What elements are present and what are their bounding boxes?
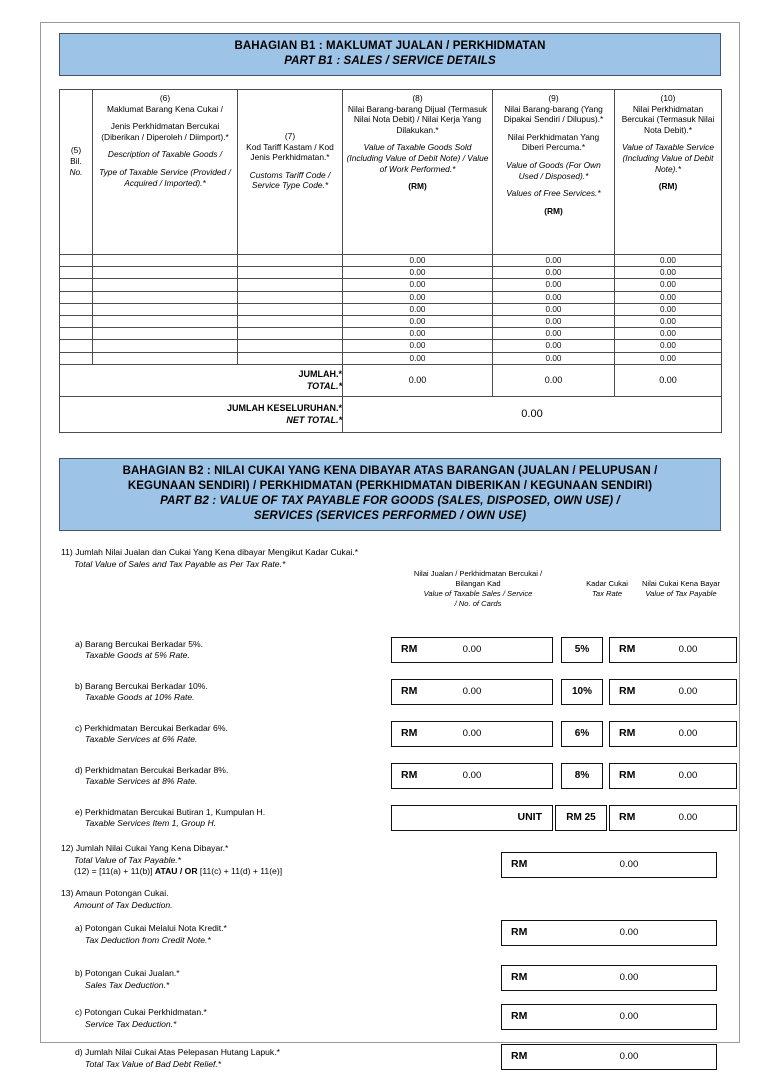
b2-rate-en: Tax Rate xyxy=(591,589,623,598)
row-cell-tariff-code[interactable] xyxy=(238,267,343,279)
q12-currency: RM xyxy=(511,858,528,870)
tax-rate-row-b xyxy=(61,679,721,708)
tax-deduction-label-ms-c: c) Potongan Cukai Perkhidmatan.* xyxy=(75,1007,207,1017)
b2-value-ms1: Nilai Jualan / Perkhidmatan Bercukai / xyxy=(413,569,543,578)
row-cell-bil[interactable] xyxy=(60,255,93,267)
q13-en: Amount of Tax Deduction. xyxy=(74,899,173,910)
col-6-label-ms1: Maklumat Barang Kena Cukai / xyxy=(107,103,223,114)
b2-tax-ms: Nilai Cukai Kena Bayar xyxy=(641,579,721,588)
row-cell-bil[interactable] xyxy=(60,303,93,315)
tax-deduction-input-d[interactable] xyxy=(501,1044,717,1070)
tax-deduction-label-ms-a: a) Potongan Cukai Melalui Nota Kredit.* xyxy=(75,923,227,933)
col-9-unit: (RM) xyxy=(544,205,563,216)
q13-ms: Amaun Potongan Cukai. xyxy=(75,888,169,898)
col-8-label-ms: Nilai Barang-barang Dijual (Termasuk Nilai Nota Debit) / Nilai Kerja Yang Dilakukan.* xyxy=(347,103,488,135)
row-cell-value-col10[interactable]: 0.00 xyxy=(615,352,722,364)
col-8-label-en: Value of Taxable Goods Sold (Including Value of Debit Note) / Value of Work Performed.* xyxy=(346,142,489,174)
tax-deduction-input-c[interactable] xyxy=(501,1004,717,1030)
tax-deduction-label-c xyxy=(75,1007,505,1030)
form-page xyxy=(40,22,740,1069)
tax-payable-value-d: 0.00 xyxy=(678,770,698,781)
row-cell-tariff-code[interactable] xyxy=(238,340,343,352)
tax-rate-value-c[interactable] xyxy=(561,721,603,747)
tax-rate-text-a: 5% xyxy=(574,644,590,655)
tax-rate-text-d: 8% xyxy=(574,770,590,781)
col-7-label-en: Customs Tariff Code / Service Type Code.* xyxy=(249,169,331,191)
tax-rate-row-d xyxy=(61,763,721,792)
section-b2-title-en-line2: SERVICES (SERVICES PERFORMED / OWN USE) xyxy=(253,510,527,522)
row-cell-value-col8[interactable]: 0.00 xyxy=(343,267,493,279)
tax-rate-label-ms-b: b) Barang Bercukai Berkadar 10%. xyxy=(75,681,208,691)
row-cell-value-col8[interactable]: 0.00 xyxy=(343,352,493,364)
tax-payable-currency-a: RM xyxy=(619,643,636,655)
row-cell-description[interactable] xyxy=(93,315,238,327)
row-cell-description[interactable] xyxy=(93,340,238,352)
table-row[interactable] xyxy=(60,303,722,315)
q12-text xyxy=(61,843,491,878)
tax-deduction-currency-a: RM xyxy=(511,926,528,938)
tax-rate-value-e[interactable] xyxy=(555,805,607,831)
tax-deduction-label-b xyxy=(75,968,505,991)
taxable-amount-value-e: UNIT xyxy=(517,811,542,823)
col-10-number: (10) xyxy=(660,93,676,103)
tax-deduction-currency-d: RM xyxy=(511,1050,528,1062)
q11-number: 11) xyxy=(61,547,73,557)
tax-deduction-input-b[interactable] xyxy=(501,965,717,991)
row-cell-tariff-code[interactable] xyxy=(238,255,343,267)
row-cell-value-col8[interactable]: 0.00 xyxy=(343,279,493,291)
tax-deduction-label-en-b: Sales Tax Deduction.* xyxy=(85,979,170,990)
row-cell-value-col9[interactable]: 0.00 xyxy=(493,291,615,303)
tax-payable-value-e: 0.00 xyxy=(678,812,698,823)
row-cell-description[interactable] xyxy=(93,255,238,267)
taxable-amount-value-c: 0.00 xyxy=(462,728,482,739)
table-header-row xyxy=(60,90,722,255)
taxable-amount-input-e[interactable] xyxy=(391,805,553,831)
q13-number: 13) xyxy=(61,888,74,898)
col-10-label-ms: Nilai Perkhidmatan Bercukai (Termasuk Nilai Nota Debit).* xyxy=(621,103,715,135)
total-label-cell xyxy=(60,364,343,396)
col-header-tariff-code xyxy=(238,90,343,255)
total-value-col8: 0.00 xyxy=(343,364,493,396)
col-7-label-ms: Kod Tariff Kastam / Kod Jenis Perkhidmatan.* xyxy=(246,141,334,163)
taxable-amount-input-d[interactable] xyxy=(391,763,553,789)
tax-rate-text-c: 6% xyxy=(574,728,590,739)
tax-deduction-value-c: 0.00 xyxy=(619,1011,639,1022)
tax-rate-label-b xyxy=(75,681,418,704)
tax-rate-label-ms-d: d) Perkhidmatan Bercukai Berkadar 8%. xyxy=(75,765,229,775)
tax-deduction-value-a: 0.00 xyxy=(619,927,639,938)
table-row[interactable] xyxy=(60,315,722,327)
tax-deduction-label-en-c: Service Tax Deduction.* xyxy=(85,1018,177,1029)
tax-rate-text-b: 10% xyxy=(571,686,592,697)
total-value-col10: 0.00 xyxy=(615,364,722,396)
row-cell-value-col8[interactable]: 0.00 xyxy=(343,255,493,267)
tax-payable-value-a: 0.00 xyxy=(678,644,698,655)
tax-rate-row-c xyxy=(61,721,721,750)
row-cell-description[interactable] xyxy=(93,291,238,303)
q12-number: 12) xyxy=(61,843,74,853)
tax-deduction-currency-c: RM xyxy=(511,1010,528,1022)
tax-rate-label-en-c: Taxable Services at 6% Rate. xyxy=(85,734,198,745)
row-cell-value-col10[interactable]: 0.00 xyxy=(615,267,722,279)
row-cell-value-col10[interactable]: 0.00 xyxy=(615,340,722,352)
row-cell-value-col8[interactable]: 0.00 xyxy=(343,291,493,303)
q11-text-en: Total Value of Sales and Tax Payable as Per Tax Rate.* xyxy=(74,558,286,569)
col-5-label-en: No. xyxy=(69,167,83,177)
row-cell-value-col10[interactable]: 0.00 xyxy=(615,255,722,267)
table-row[interactable] xyxy=(60,291,722,303)
tax-rate-row-a xyxy=(61,637,721,666)
tax-rate-label-ms-c: c) Perkhidmatan Bercukai Berkadar 6%. xyxy=(75,723,228,733)
total-label-en: TOTAL.* xyxy=(306,381,342,392)
row-cell-bil[interactable] xyxy=(60,352,93,364)
net-total-label-en: NET TOTAL.* xyxy=(286,415,342,426)
tax-rate-label-ms-e: e) Perkhidmatan Bercukai Butiran 1, Kumpulan H. xyxy=(75,807,266,817)
col-6-label-en1: Description of Taxable Goods / xyxy=(107,149,223,160)
tax-deduction-label-d xyxy=(75,1047,505,1070)
row-cell-tariff-code[interactable] xyxy=(238,315,343,327)
row-cell-description[interactable] xyxy=(93,352,238,364)
taxable-amount-currency-c: RM xyxy=(401,727,418,739)
tax-rate-value-b[interactable] xyxy=(561,679,603,705)
q12-ms: Jumlah Nilai Cukai Yang Kena Dibayar.* xyxy=(75,843,229,853)
row-cell-value-col9[interactable]: 0.00 xyxy=(493,255,615,267)
tax-deduction-label-a xyxy=(75,923,505,946)
col-header-own-use-value xyxy=(493,90,615,255)
col-9-label-ms2: Nilai Perkhidmatan Yang Diberi Percuma.* xyxy=(507,131,600,153)
col-6-label-en2: Type of Taxable Service (Provided / Acquired / Imported).* xyxy=(99,166,231,188)
tax-rate-text-e: RM 25 xyxy=(566,812,596,823)
tax-deduction-value-b: 0.00 xyxy=(619,972,639,983)
taxable-amount-currency-d: RM xyxy=(401,769,418,781)
section-b2-banner xyxy=(59,458,721,531)
col-8-number: (8) xyxy=(412,93,423,103)
tax-payable-input-d[interactable] xyxy=(609,763,737,789)
taxable-amount-input-a[interactable] xyxy=(391,637,553,663)
sales-service-details-table xyxy=(59,89,722,433)
row-cell-value-col10[interactable]: 0.00 xyxy=(615,303,722,315)
row-cell-description[interactable] xyxy=(93,328,238,340)
tax-deduction-currency-b: RM xyxy=(511,971,528,983)
tax-rate-label-en-d: Taxable Services at 8% Rate. xyxy=(85,776,198,787)
tax-deduction-label-en-d: Total Tax Value of Bad Debt Relief.* xyxy=(85,1058,222,1069)
col-9-label-ms1: Nilai Barang-barang (Yang Dipakai Sendiri / Dilupus).* xyxy=(503,103,604,125)
taxable-amount-currency-b: RM xyxy=(401,685,418,697)
table-row[interactable] xyxy=(60,340,722,352)
table-row[interactable] xyxy=(60,267,722,279)
row-cell-bil[interactable] xyxy=(60,291,93,303)
tax-rate-label-c xyxy=(75,723,418,746)
b2-col-header-value xyxy=(389,569,567,609)
row-cell-value-col9[interactable]: 0.00 xyxy=(493,352,615,364)
tax-rate-label-en-a: Taxable Goods at 5% Rate. xyxy=(85,650,190,661)
row-cell-tariff-code[interactable] xyxy=(238,328,343,340)
row-cell-value-col10[interactable]: 0.00 xyxy=(615,291,722,303)
b2-value-en2: / No. of Cards xyxy=(454,599,502,608)
total-label-ms: JUMLAH.* xyxy=(298,369,342,380)
b2-col-header-tax xyxy=(641,579,721,599)
tax-payable-value-c: 0.00 xyxy=(678,728,698,739)
row-cell-value-col9[interactable]: 0.00 xyxy=(493,279,615,291)
taxable-amount-value-d: 0.00 xyxy=(462,770,482,781)
row-cell-bil[interactable] xyxy=(60,315,93,327)
row-cell-value-col10[interactable]: 0.00 xyxy=(615,279,722,291)
tax-rate-label-en-e: Taxable Services Item 1, Group H. xyxy=(85,818,217,829)
row-cell-description[interactable] xyxy=(93,303,238,315)
tax-deduction-label-ms-b: b) Potongan Cukai Jualan.* xyxy=(75,968,180,978)
col-5-number: (5) xyxy=(70,145,82,155)
b2-value-ms2: Bilangan Kad xyxy=(455,579,501,588)
q12-formula-operator: ATAU / OR xyxy=(154,866,198,877)
row-cell-bil[interactable] xyxy=(60,267,93,279)
tax-deduction-label-ms-d: d) Jumlah Nilai Cukai Atas Pelepasan Hutang Lapuk.* xyxy=(75,1047,280,1057)
row-cell-bil[interactable] xyxy=(60,279,93,291)
row-cell-value-col8[interactable]: 0.00 xyxy=(343,328,493,340)
section-b1-banner xyxy=(59,33,721,76)
q12-en: Total Value of Tax Payable.* xyxy=(74,854,182,865)
row-cell-bil[interactable] xyxy=(60,328,93,340)
tax-rate-value-a[interactable] xyxy=(561,637,603,663)
row-cell-description[interactable] xyxy=(93,267,238,279)
col-6-number: (6) xyxy=(159,93,171,103)
tax-rate-label-e xyxy=(75,807,415,830)
tax-payable-input-a[interactable] xyxy=(609,637,737,663)
tax-deduction-value-d: 0.00 xyxy=(619,1051,639,1062)
table-total-row xyxy=(60,364,722,396)
q12-value: 0.00 xyxy=(619,859,639,870)
tax-payable-input-b[interactable] xyxy=(609,679,737,705)
tax-payable-input-c[interactable] xyxy=(609,721,737,747)
col-6-label-ms2: Jenis Perkhidmatan Bercukai (Diberikan / Diperoleh / Diimport).* xyxy=(101,121,229,142)
net-total-label-ms: JUMLAH KESELURUHAN.* xyxy=(226,403,342,414)
row-cell-bil[interactable] xyxy=(60,340,93,352)
q11-ms: Jumlah Nilai Jualan dan Cukai Yang Kena dibayar Mengikut Kadar Cukai.* xyxy=(75,547,359,557)
row-cell-value-col9[interactable]: 0.00 xyxy=(493,303,615,315)
q12-value-box[interactable] xyxy=(501,852,717,878)
row-cell-tariff-code[interactable] xyxy=(238,352,343,364)
tax-rate-row-e xyxy=(61,805,721,834)
q12-formula-post: [11(c) + 11(d) + 11(e)] xyxy=(197,866,283,877)
row-cell-value-col9[interactable]: 0.00 xyxy=(493,340,615,352)
col-header-bil xyxy=(60,90,93,255)
table-net-total-row xyxy=(60,396,722,432)
col-7-number: (7) xyxy=(284,131,296,141)
row-cell-tariff-code[interactable] xyxy=(238,279,343,291)
taxable-amount-value-a: 0.00 xyxy=(462,644,482,655)
table-row[interactable] xyxy=(60,279,722,291)
row-cell-value-col8[interactable]: 0.00 xyxy=(343,315,493,327)
q12-formula xyxy=(61,866,491,878)
row-cell-value-col8[interactable]: 0.00 xyxy=(343,303,493,315)
table-row[interactable] xyxy=(60,352,722,364)
b2-tax-en: Value of Tax Payable xyxy=(645,589,717,598)
taxable-amount-input-c[interactable] xyxy=(391,721,553,747)
row-cell-value-col9[interactable]: 0.00 xyxy=(493,267,615,279)
row-cell-value-col9[interactable]: 0.00 xyxy=(493,328,615,340)
b2-col-header-rate xyxy=(577,579,637,599)
row-cell-value-col9[interactable]: 0.00 xyxy=(493,315,615,327)
tax-rate-label-ms-a: a) Barang Bercukai Berkadar 5%. xyxy=(75,639,204,649)
tax-payable-currency-d: RM xyxy=(619,769,636,781)
row-cell-value-col10[interactable]: 0.00 xyxy=(615,315,722,327)
tax-rate-value-d[interactable] xyxy=(561,763,603,789)
tax-payable-input-e[interactable] xyxy=(609,805,737,831)
row-cell-value-col8[interactable]: 0.00 xyxy=(343,340,493,352)
row-cell-tariff-code[interactable] xyxy=(238,291,343,303)
b2-value-en1: Value of Taxable Sales / Service xyxy=(423,589,533,598)
q12-formula-pre: (12) = [11(a) + 11(b)] xyxy=(74,866,155,877)
net-total-value: 0.00 xyxy=(343,396,722,432)
col-header-description xyxy=(93,90,238,255)
col-8-unit: (RM) xyxy=(408,181,427,192)
tax-deduction-input-a[interactable] xyxy=(501,920,717,946)
question-11 xyxy=(61,547,461,570)
tax-rate-label-a xyxy=(75,639,418,662)
table-row[interactable] xyxy=(60,255,722,267)
q13-text xyxy=(61,888,491,911)
col-10-label-en: Value of Taxable Service (Including Value of Debit Note).* xyxy=(621,142,715,174)
row-cell-tariff-code[interactable] xyxy=(238,303,343,315)
q11-text-ms xyxy=(61,547,461,559)
col-10-unit: (RM) xyxy=(658,181,678,192)
row-cell-value-col10[interactable]: 0.00 xyxy=(615,328,722,340)
section-b2-title-en-line1: PART B2 : VALUE OF TAX PAYABLE FOR GOODS (SALES, DISPOSED, OWN USE) / xyxy=(160,495,620,507)
tax-payable-value-b: 0.00 xyxy=(678,686,698,697)
section-b2-title-ms-line2: KEGUNAAN SENDIRI) / PERKHIDMATAN (PERKHIDMATAN DIBERIKAN / KEGUNAAN SENDIRI) xyxy=(127,480,653,492)
col-9-number: (9) xyxy=(548,93,559,103)
taxable-amount-currency-a: RM xyxy=(401,643,418,655)
tax-payable-currency-c: RM xyxy=(619,727,636,739)
col-header-goods-sold-value xyxy=(343,90,493,255)
table-row[interactable] xyxy=(60,328,722,340)
tax-rate-label-d xyxy=(75,765,418,788)
total-value-col9: 0.00 xyxy=(493,364,615,396)
tax-rate-label-en-b: Taxable Goods at 10% Rate. xyxy=(85,692,195,703)
section-b1-title-ms: BAHAGIAN B1 : MAKLUMAT JUALAN / PERKHIDMATAN xyxy=(234,40,546,52)
row-cell-description[interactable] xyxy=(93,279,238,291)
tax-payable-currency-b: RM xyxy=(619,685,636,697)
section-b2-title-ms-line1: BAHAGIAN B2 : NILAI CUKAI YANG KENA DIBAYAR ATAS BARANGAN (JUALAN / PELUPUSAN / xyxy=(122,465,658,477)
col-5-label-ms: Bil. xyxy=(70,156,82,166)
tax-deduction-label-en-a: Tax Deduction from Credit Note.* xyxy=(85,934,211,945)
col-9-label-en1: Value of Goods (For Own Used / Disposed).* xyxy=(506,159,601,181)
b2-rate-ms: Kadar Cukai xyxy=(586,579,628,588)
col-header-taxable-service-value xyxy=(615,90,722,255)
tax-payable-currency-e: RM xyxy=(619,811,636,823)
taxable-amount-input-b[interactable] xyxy=(391,679,553,705)
taxable-amount-value-b: 0.00 xyxy=(462,686,482,697)
col-9-label-en2: Values of Free Services.* xyxy=(506,188,601,199)
section-b1-title-en: PART B1 : SALES / SERVICE DETAILS xyxy=(284,55,496,67)
net-total-label-cell xyxy=(60,396,343,432)
